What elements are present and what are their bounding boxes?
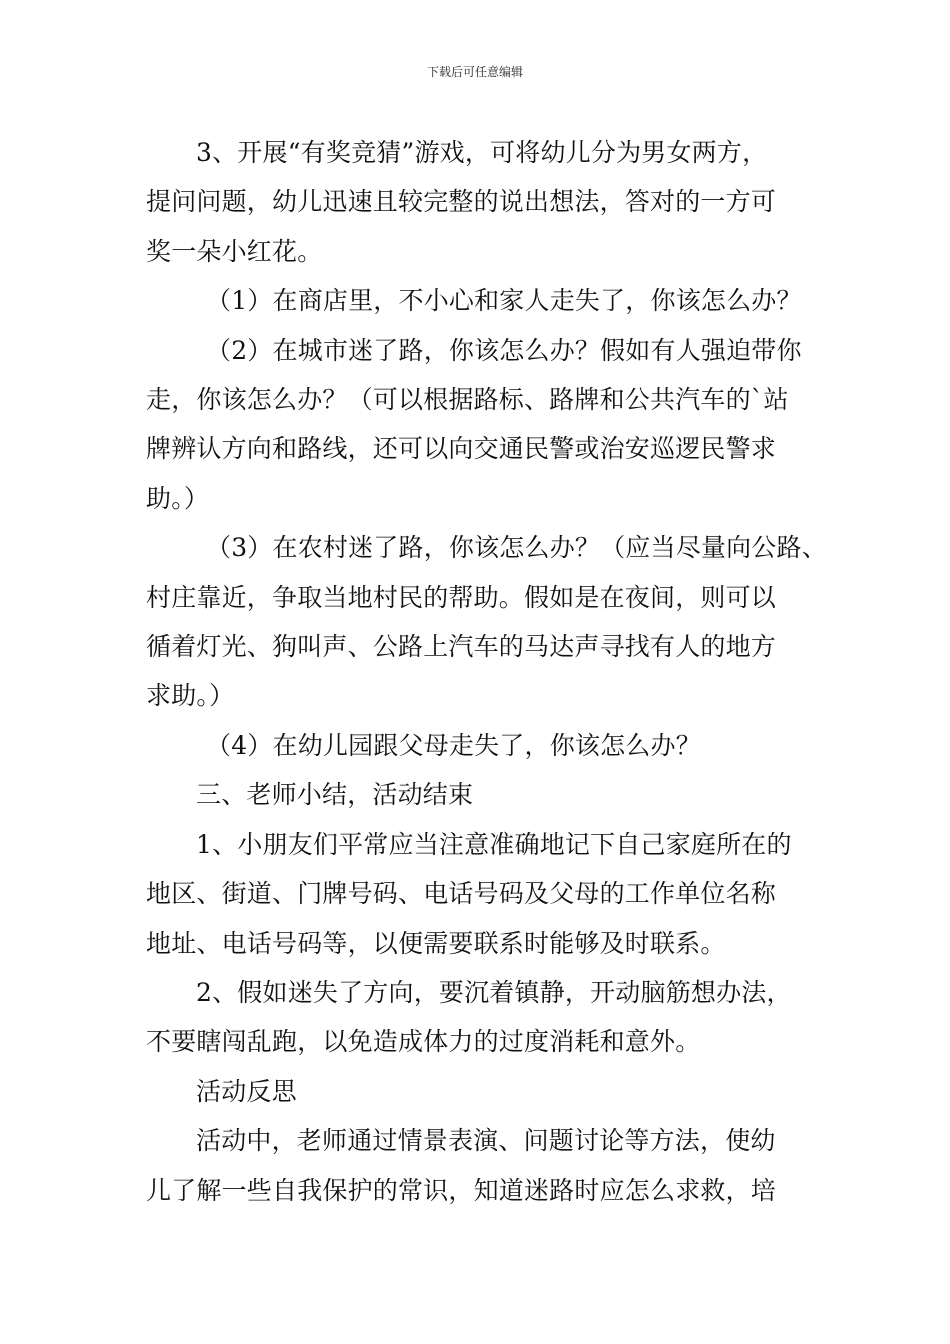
- text-line: （1）在商店里，不小心和家人走失了，你该怎么办？: [206, 286, 802, 316]
- text-line: 地址、电话号码等，以便需要联系时能够及时联系。: [146, 928, 726, 958]
- text-line: 提问问题，幼儿迅速且较完整的说出想法，答对的一方可: [146, 187, 777, 217]
- text-line: 地区、街道、门牌号码、电话号码及父母的工作单位名称: [146, 879, 777, 909]
- text-line: 走，你该怎么办？（可以根据路标、路牌和公共汽车的`站: [146, 385, 789, 415]
- document-body: [146, 128, 827, 1215]
- text-line: 奖一朵小红花。: [146, 236, 323, 266]
- text-line: 牌辨认方向和路线，还可以向交通民警或治安巡逻民警求: [146, 434, 777, 464]
- text-line: 活动反思: [196, 1076, 297, 1106]
- page-header: 下载后可任意编辑: [426, 65, 523, 79]
- text-line: 不要瞎闯乱跑，以免造成体力的过度消耗和意外。: [146, 1027, 701, 1057]
- text-line: 2、假如迷失了方向，要沉着镇静，开动脑筋想办法，: [196, 977, 792, 1007]
- text-line: 助。）: [146, 483, 210, 513]
- text-line: （3）在农村迷了路，你该怎么办？（应当尽量向公路、: [206, 533, 827, 563]
- text-line: 1、小朋友们平常应当注意准确地记下自己家庭所在的: [196, 829, 792, 859]
- text-line: 村庄靠近，争取当地村民的帮助。假如是在夜间，则可以: [146, 582, 777, 612]
- text-line: 三、老师小结，活动结束: [196, 780, 474, 810]
- text-line: （4）在幼儿园跟父母走失了，你该怎么办？: [206, 730, 701, 760]
- text-line: 循着灯光、狗叫声、公路上汽车的马达声寻找有人的地方: [146, 632, 777, 662]
- text-line: 活动中，老师通过情景表演、问题讨论等方法，使幼: [196, 1126, 776, 1156]
- text-line: 3、开展“有奖竞猜”游戏，可将幼儿分为男女两方，: [196, 138, 768, 167]
- text-line: 儿了解一些自我保护的常识，知道迷路时应怎么求救，培: [146, 1175, 777, 1205]
- text-line: 求助。）: [146, 681, 235, 711]
- text-line: （2）在城市迷了路，你该怎么办？假如有人强迫带你: [206, 335, 802, 365]
